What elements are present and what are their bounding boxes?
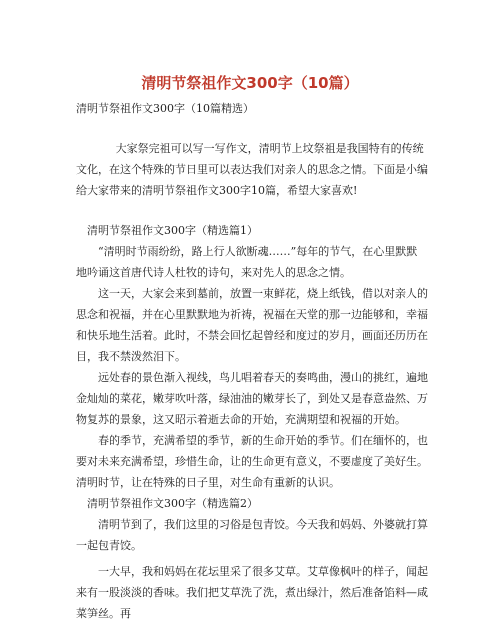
section-1-paragraph: 这一天，大家会来到墓前，放置一束鲜花，烧上纸钱，借以对亲人的思念和祝福，并在心里默默地为祈祷，祝福在天堂的那一边能够和，幸福和快乐地生活着。此时，不禁会回忆起曾经和度过的岁月，画面还历历在目，我不禁泼然泪下。	[76, 287, 428, 363]
intro-paragraph: 大家祭完祖可以写一写作文，清明节上坟祭祖是我国特有的传统文化，在这个特殊的节日里可以表达我们对亲人的思念之情。下面是小编给大家带来的清明节祭祖作文300字10篇，希望大家喜欢!	[76, 142, 428, 197]
section-1-paragraph: “清明时节雨纷纷，路上行人欲断魂……”每年的节气，在心里默默地吟诵这首唐代诗人杜牧的诗句，来对先人的思念之情。	[76, 245, 418, 279]
document-title: 清明节祭祖作文300字（10篇）	[141, 74, 359, 92]
section-2-heading: 清明节祭祖作文300字（精选篇2）	[87, 497, 258, 510]
section-1-heading: 清明节祭祖作文300字（精选篇1）	[87, 224, 258, 237]
section-2-paragraph: 一大早，我和妈妈在花坛里采了很多艾草。艾草像枫叶的样子，闻起来有一股淡淡的香味。我们把艾草洗了洗，煮出绿汁，然后准备馅料—咸菜笋丝。再	[76, 565, 428, 620]
section-1-paragraph: 春的季节，充满希望的季节，新的生命开始的季节。们在缅怀的，也要对未来充满希望，珍惜生命，让的生命更有意义，不要虚度了美好生。清明时节，让在特殊的日子里，对生命有重新的认识。	[76, 434, 428, 489]
section-2-paragraph: 清明节到了，我们这里的习俗是包青饺。今天我和妈妈、外婆就打算一起包青饺。	[76, 518, 428, 552]
section-1-paragraph: 远处春的景色渐入视线，鸟儿唱着春天的奏鸣曲，漫山的挑红，遍地金灿灿的菜花，嫩芽吹叶落，绿油油的嫩芽长了，到处又是春意盎然、万物复苏的景象，这又昭示着逝去命的开始，充满期望和祝福的开始。	[76, 371, 428, 426]
document-body	[76, 138, 428, 624]
document-subtitle: 清明节祭祖作文300字（10篇精选）	[76, 102, 254, 115]
